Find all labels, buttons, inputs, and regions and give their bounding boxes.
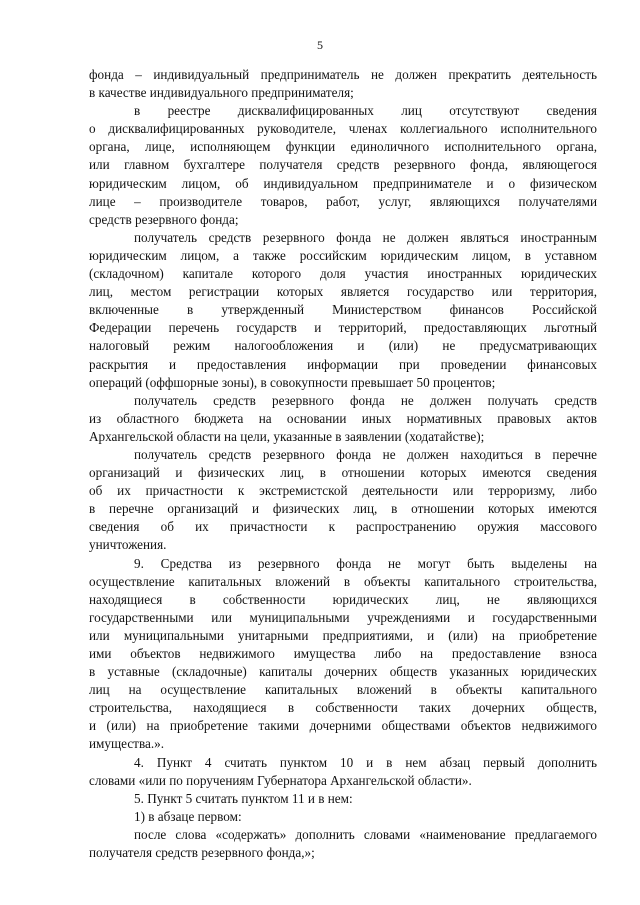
text-line: включенные в утвержденный Министерством финансов Российской [89,302,597,318]
text-line: лиц на осуществление капитальных вложений в объекты капитального [89,682,597,698]
paragraph [89,102,597,229]
paragraph [89,826,597,862]
text-line: 5. Пункт 5 считать пунктом 11 и в нем: [134,790,353,806]
page-number: 5 [317,38,323,52]
text-line: 9. Средства из резервного фонда не могут быть выделены на [134,555,597,571]
text-line: или главном бухгалтере получателя средств резервного фонда, являющегося [89,157,597,173]
text-line: фонда – индивидуальный предприниматель не должен прекратить деятельность [89,67,597,82]
text-line: 4. Пункт 4 считать пунктом 10 и в нем абзац первый дополнить [134,754,597,770]
text-line: юридическим лицом, об индивидуальном предпринимателе и о физическом [89,175,597,191]
text-line: уничтожения. [89,537,167,553]
text-line: ими объектов недвижимого имущества либо на предоставление взноса [89,646,597,661]
text-line: в уставные (складочные) капиталы дочерних обществ указанных юридических [89,664,597,680]
paragraph [89,66,597,102]
paragraph [89,446,597,555]
text-line: раскрытия и предоставления информации при проведении финансовых [89,356,597,372]
text-line: после слова «содержать» дополнить словами «наименование предлагаемого [134,826,597,842]
text-line: 1) в абзаце первом: [134,808,242,824]
text-line: лице – производителе товаров, работ, услуг, являющихся получателями [89,193,597,209]
text-line: получатель средств резервного фонда не должен получать средств [134,392,597,408]
text-line: или муниципальными унитарными предприятиями, и (или) на приобретение [89,627,597,643]
text-line: в перечне организаций и физических лиц, в отношении которых имеются [89,501,597,517]
text-line: организаций и физических лиц, в отношении которых имеются сведения [89,465,597,481]
text-line: налоговый режим налогообложения и (или) не предусматривающих [89,338,597,354]
text-line: осуществление капитальных вложений в объекты капитального строительства, [89,573,597,589]
text-line: получателя средств резервного фонда,»; [89,845,315,861]
text-line: словами «или по поручениям Губернатора Архангельской области». [89,772,472,788]
text-line: и (или) на приобретение такими дочерними обществами объектов недвижимого [89,718,597,734]
text-line: строительства, находящиеся в собственности таких дочерних обществ, [89,700,597,716]
paragraph [89,555,597,754]
text-line: средств резервного фонда; [89,211,239,227]
text-line: имущества.». [89,736,165,752]
text-line: Федерации перечень государств и территорий, предоставляющих льготный [89,320,597,336]
text-line: Архангельской области на цели, указанные в заявлении (ходатайстве); [89,428,485,444]
text-line: органа, лице, исполняющем функции единоличного исполнительного органа, [89,139,597,155]
paragraph [89,754,597,790]
text-line: из областного бюджета на основании иных нормативных правовых актов [89,410,597,426]
text-line: лиц, местом регистрации которых является государство или территория, [89,284,597,300]
text-line: о дисквалифицированных руководителе, членах коллегиального исполнительного [89,121,597,137]
paragraph [89,808,597,826]
text-line: об их причастности к экстремистской деятельности или терроризму, либо [89,483,597,499]
paragraph [89,392,597,446]
paragraph [89,229,597,392]
text-line: получатель средств резервного фонда не должен являться иностранным [134,229,597,245]
text-line: находящиеся в собственности юридических лиц, не являющихся [89,591,597,607]
paragraph [89,790,597,808]
text-line: государственными или муниципальными учреждениями и государственными [89,609,597,625]
text-line: юридическим лицом, а также российским юридическим лицом, в уставном [89,247,597,263]
text-line: получатель средств резервного фонда не должен находиться в перечне [134,446,597,462]
text-line: сведения об их причастности к распространению оружия массового [89,519,597,535]
document-body [89,66,597,862]
text-line: в качестве индивидуального предпринимателя; [89,85,354,101]
text-line: (складочном) капитале которого доля участия иностранных юридических [89,266,597,282]
text-line: операций (оффшорные зоны), в совокупности превышает 50 процентов; [89,374,496,390]
text-line: в реестре дисквалифицированных лиц отсутствуют сведения [134,103,597,119]
